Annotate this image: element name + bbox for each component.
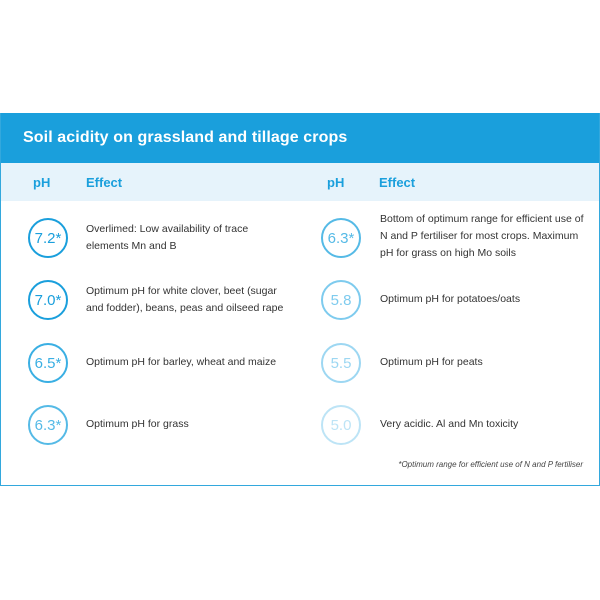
ph-value-badge: 6.3* <box>321 218 361 258</box>
effect-text: Optimum pH for potatoes/oats <box>380 293 521 305</box>
ph-value-badge: 5.8 <box>321 280 361 320</box>
effect-text: Optimum pH for barley, wheat and maize <box>86 356 277 368</box>
ph-value-badge: 6.3* <box>28 405 68 445</box>
effect-text: Optimum pH for grass <box>86 418 189 430</box>
soil-acidity-card <box>0 113 600 486</box>
ph-value-badge: 7.0* <box>28 280 68 320</box>
effect-text: Optimum pH for peats <box>380 356 483 368</box>
effect-text: Optimum pH for white clover, beet (sugar and fodder), beans, peas and oilseed rape <box>86 285 284 314</box>
column-header-strip <box>1 163 599 201</box>
left-ph-header: pH <box>33 175 51 190</box>
right-ph-header: pH <box>327 175 345 190</box>
ph-value-badge: 5.0 <box>321 405 361 445</box>
ph-value-badge: 5.5 <box>321 343 361 383</box>
effect-text: Overlimed: Low availability of trace elements Mn and B <box>86 223 249 252</box>
effect-text: Bottom of optimum range for efficient use of N and P fertiliser for most crops. Maximum pH for grass on high Mo soils <box>380 213 584 259</box>
right-effect-header: Effect <box>379 175 416 190</box>
footnote: *Optimum range for efficient use of N and P fertiliser <box>398 460 583 469</box>
left-effect-header: Effect <box>86 175 123 190</box>
ph-value-badge: 7.2* <box>28 218 68 258</box>
title-banner <box>1 113 599 163</box>
page-title: Soil acidity on grassland and tillage crops <box>23 129 348 146</box>
effect-text: Very acidic. Al and Mn toxicity <box>380 418 519 430</box>
ph-value-badge: 6.5* <box>28 343 68 383</box>
